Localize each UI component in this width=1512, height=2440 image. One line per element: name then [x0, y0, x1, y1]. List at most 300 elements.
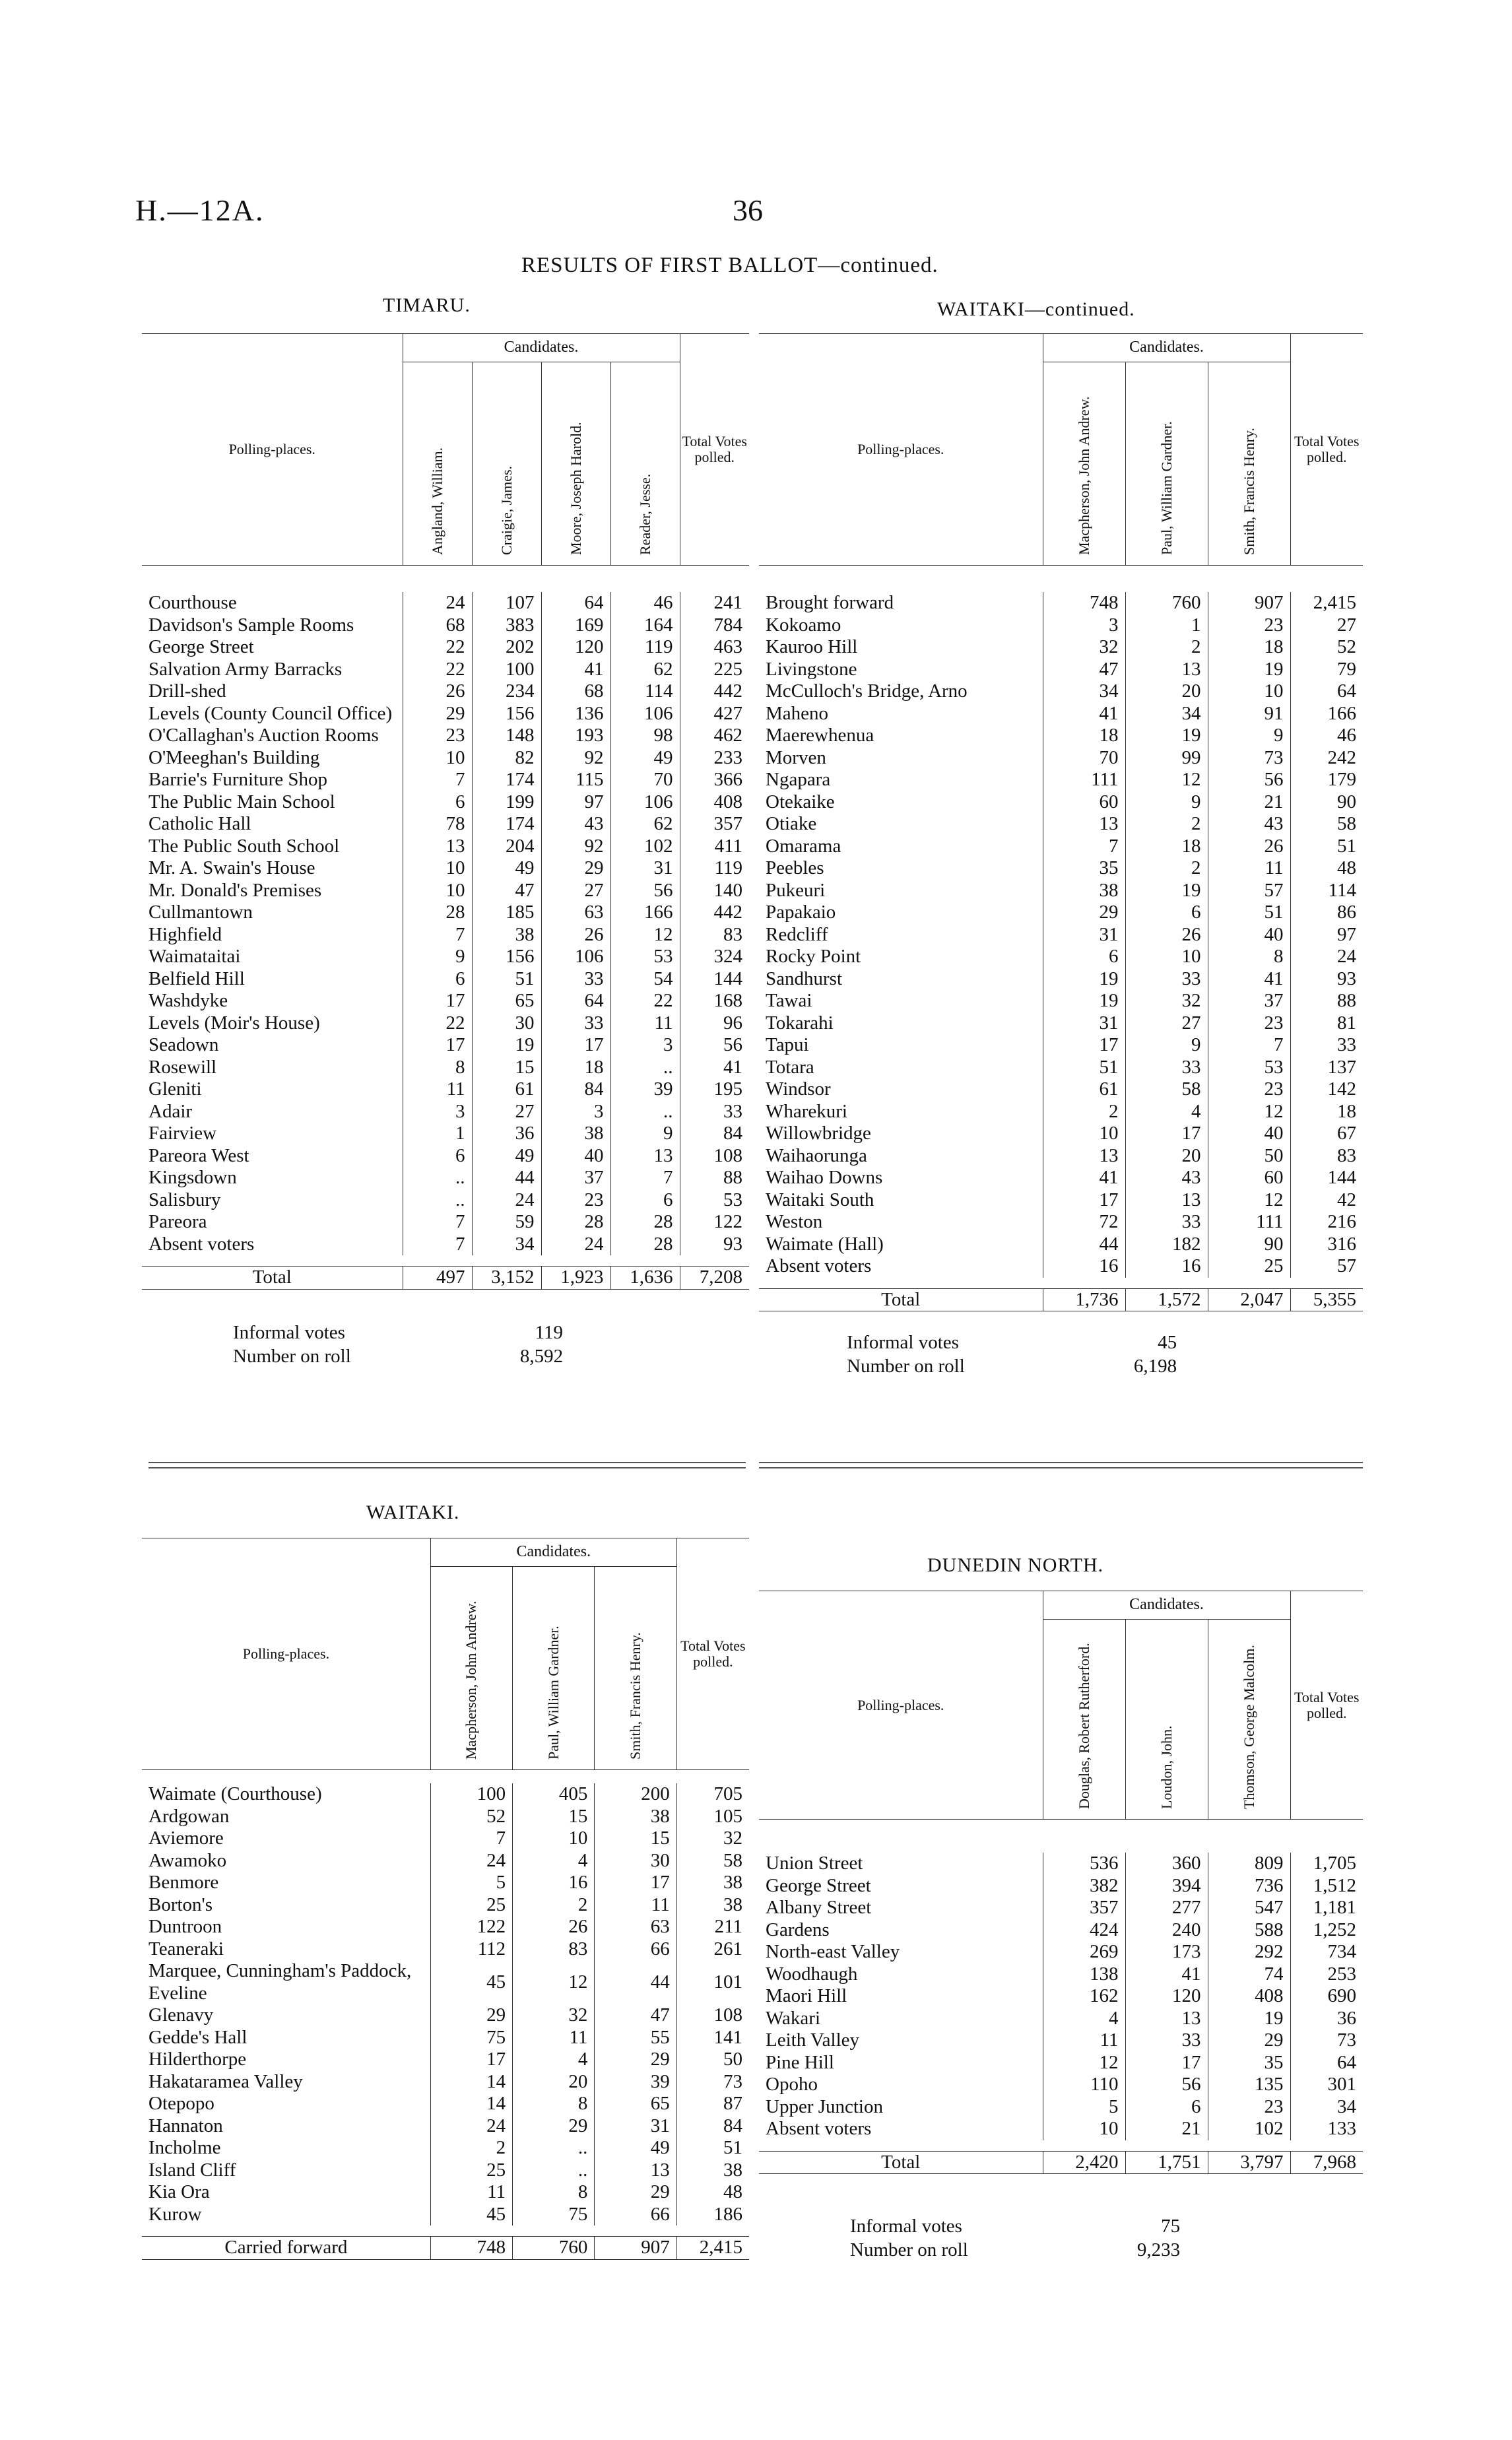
vote-count: 40 [1208, 1123, 1290, 1145]
vote-count: 13 [403, 836, 472, 858]
vote-count: 8 [513, 2181, 595, 2204]
polling-place: Woodhaugh [766, 1963, 858, 1985]
vote-count: 5 [430, 1872, 512, 1894]
vote-count: 49 [610, 747, 680, 770]
total-votes: 144 [1290, 1167, 1363, 1189]
table-row [142, 1034, 749, 1057]
vote-count: 14 [430, 2071, 512, 2094]
vote-count: 111 [1208, 1211, 1290, 1234]
vote-count: .. [513, 2160, 595, 2182]
vote-count: 8 [403, 1057, 472, 1079]
total-votes: 33 [680, 1101, 749, 1123]
candidates-header: Candidates. [430, 1538, 676, 1567]
polling-place: Waihaorunga [766, 1144, 867, 1166]
table-row [142, 880, 749, 902]
total-votes: 41 [680, 1057, 749, 1079]
candidate-name-text: Douglas, Robert Rutherford. [1075, 1643, 1092, 1809]
polling-place: Leith Valley [766, 2029, 860, 2051]
total-votes: 33 [1290, 1034, 1363, 1057]
vote-count: .. [403, 1189, 472, 1212]
total-votes: 108 [676, 2004, 749, 2027]
vote-count: 15 [595, 1828, 676, 1850]
page-title: RESULTS OF FIRST BALLOT—continued. [521, 253, 938, 277]
total-label: Total [759, 2151, 1043, 2174]
timaru-table [142, 333, 749, 1290]
total-votes: 64 [1290, 2052, 1363, 2074]
vote-count: 3 [403, 1101, 472, 1123]
polling-place: Absent voters [766, 1255, 872, 1276]
vote-count: .. [403, 1167, 472, 1189]
polling-place: Maerewhenua [766, 725, 874, 746]
polling-place: Opoho [766, 2074, 818, 2095]
total-votes: 784 [680, 614, 749, 637]
vote-count: 7 [403, 924, 472, 946]
polling-place: Gedde's Hall [148, 2026, 247, 2048]
vote-count: 9 [1125, 1034, 1208, 1057]
vote-count: 11 [430, 2181, 512, 2204]
vote-count: 24 [541, 1234, 610, 1256]
total-votes: 233 [680, 747, 749, 770]
table-row [759, 902, 1363, 924]
table-row [142, 1101, 749, 1123]
polling-place: Borton's [148, 1894, 213, 1915]
vote-count: 234 [472, 680, 541, 703]
section-divider [759, 1467, 1363, 1468]
vote-count: 45 [430, 1960, 512, 2004]
vote-count: 19 [1125, 880, 1208, 902]
vote-count: 20 [1125, 680, 1208, 703]
polling-place: Weston [766, 1211, 823, 1232]
vote-count: 7 [403, 769, 472, 791]
vote-count: 17 [1125, 2052, 1208, 2074]
polling-place: Maori Hill [766, 1985, 847, 2006]
table-row [142, 1078, 749, 1101]
vote-count: 394 [1125, 1875, 1208, 1897]
polling-place: Pareora West [148, 1144, 249, 1166]
total-votes: 324 [680, 946, 749, 968]
vote-count: 202 [472, 636, 541, 659]
vote-count: 19 [1208, 2008, 1290, 2030]
vote-count: 63 [595, 1916, 676, 1938]
vote-count: 29 [595, 2181, 676, 2204]
vote-count: 33 [541, 968, 610, 991]
candidate-name [513, 1567, 595, 1770]
table-row [142, 2160, 749, 2182]
polling-place: Gleniti [148, 1078, 202, 1100]
vote-count: 736 [1208, 1875, 1290, 1897]
vote-count: 66 [595, 1938, 676, 1961]
total-votes: 734 [1290, 1941, 1363, 1963]
vote-count: 10 [1125, 946, 1208, 968]
vote-count: 31 [595, 2115, 676, 2138]
vote-count: 32 [1125, 990, 1208, 1012]
vote-count: 73 [1208, 747, 1290, 770]
table-row [759, 836, 1363, 858]
polling-place: O'Callaghan's Auction Rooms [148, 725, 379, 746]
vote-count: 10 [513, 1828, 595, 1850]
total-votes: 166 [1290, 703, 1363, 725]
table-row [759, 2074, 1363, 2096]
table-row [142, 2204, 749, 2226]
total-votes: 108 [680, 1145, 749, 1168]
number-on-roll-label: Number on roll [850, 2239, 968, 2260]
candidate-name-text: Macpherson, John Andrew. [1075, 396, 1092, 555]
grand-total: 5,355 [1290, 1288, 1363, 1311]
vote-count: 75 [513, 2204, 595, 2226]
total-votes: 186 [676, 2204, 749, 2226]
waitaki-title: WAITAKI. [366, 1501, 460, 1523]
table-row [142, 1211, 749, 1234]
polling-place: Barrie's Furniture Shop [148, 769, 328, 790]
polling-place: Kurow [148, 2203, 202, 2225]
table-row [759, 725, 1363, 747]
table-row [142, 2071, 749, 2094]
total-label: Total [759, 1288, 1043, 1311]
vote-count: 148 [472, 725, 541, 747]
vote-count: 18 [541, 1057, 610, 1079]
vote-count: 16 [513, 1872, 595, 1894]
total-votes: 301 [1290, 2074, 1363, 2096]
total-votes: 442 [680, 902, 749, 924]
vote-count: 51 [1208, 902, 1290, 924]
total-votes: 53 [680, 1189, 749, 1212]
table-row [759, 659, 1363, 681]
table-row [142, 725, 749, 747]
vote-count: 3 [1043, 614, 1125, 637]
vote-count: 6 [1125, 902, 1208, 924]
vote-count: 2 [1043, 1101, 1125, 1123]
total-votes: 411 [680, 836, 749, 858]
vote-count: 760 [1125, 592, 1208, 614]
vote-count: 3 [541, 1101, 610, 1123]
vote-count: 29 [595, 2049, 676, 2071]
polling-place: Tokarahi [766, 1012, 834, 1034]
vote-count: 269 [1043, 1941, 1125, 1963]
polling-place: Washdyke [148, 990, 228, 1011]
vote-count: 138 [1043, 1963, 1125, 1986]
total-votes: 58 [676, 1850, 749, 1872]
polling-place: Belfield Hill [148, 968, 245, 989]
total-votes: 195 [680, 1078, 749, 1101]
vote-count: 59 [472, 1211, 541, 1234]
table-row [142, 636, 749, 659]
vote-count: .. [513, 2137, 595, 2160]
vote-count: 4 [513, 1850, 595, 1872]
vote-count: 23 [403, 725, 472, 747]
table-row [759, 1255, 1363, 1278]
vote-count: 6 [403, 791, 472, 814]
polling-place: Hilderthorpe [148, 2049, 247, 2070]
total-vote-count: 1,751 [1125, 2151, 1208, 2174]
polling-place: Pine Hill [766, 2051, 834, 2073]
polling-place: Adair [148, 1100, 193, 1122]
polling-places-header: Polling-places. [142, 1538, 430, 1770]
total-votes-header: Total Votes polled. [1290, 1591, 1363, 1820]
table-row [142, 1189, 749, 1212]
table-row [759, 769, 1363, 791]
vote-count: 41 [1208, 968, 1290, 991]
vote-count: 32 [513, 2004, 595, 2027]
total-votes: 88 [680, 1167, 749, 1189]
total-votes: 38 [676, 1894, 749, 1917]
vote-count: 17 [1125, 1123, 1208, 1145]
total-row [759, 1288, 1363, 1311]
vote-count: 185 [472, 902, 541, 924]
candidate-name [1125, 362, 1208, 566]
vote-count: 75 [430, 2027, 512, 2049]
vote-count: 7 [1043, 836, 1125, 858]
polling-place: Kingsdown [148, 1167, 237, 1188]
vote-count: 41 [1125, 1963, 1208, 1986]
waitaki-panel [142, 1538, 756, 2260]
table-row [759, 946, 1363, 968]
informal-votes-value: 45 [1158, 1332, 1177, 1353]
vote-count: 8 [513, 2093, 595, 2115]
table-row [759, 2029, 1363, 2052]
vote-count: 16 [1043, 1255, 1125, 1278]
total-votes: 463 [680, 636, 749, 659]
table-row [142, 924, 749, 946]
total-votes-header: Total Votes polled. [680, 334, 749, 566]
vote-count: 4 [1125, 1101, 1208, 1123]
vote-count: 24 [403, 592, 472, 614]
vote-count: 11 [1043, 2029, 1125, 2052]
total-votes: 93 [1290, 968, 1363, 991]
candidate-name-text: Angland, William. [428, 447, 445, 555]
vote-count: 17 [1043, 1034, 1125, 1057]
vote-count: 36 [472, 1123, 541, 1145]
vote-count: 46 [610, 592, 680, 614]
polling-place: Hakataramea Valley [148, 2070, 303, 2092]
vote-count: 56 [1125, 2074, 1208, 2096]
vote-count: 11 [1208, 857, 1290, 880]
vote-count: 204 [472, 836, 541, 858]
table-row [759, 1234, 1363, 1256]
polling-place: Tapui [766, 1034, 809, 1055]
total-votes: 83 [680, 924, 749, 946]
vote-count: 32 [1043, 636, 1125, 659]
section-divider [148, 1467, 746, 1468]
table-row [759, 813, 1363, 836]
document-ref: H.—12A. [135, 193, 265, 227]
total-votes: 122 [680, 1211, 749, 1234]
vote-count: 809 [1208, 1853, 1290, 1875]
vote-count: 49 [595, 2137, 676, 2160]
vote-count: 12 [610, 924, 680, 946]
polling-place: The Public Main School [148, 791, 335, 812]
vote-count: 17 [595, 1872, 676, 1894]
table-row [142, 1012, 749, 1035]
polling-place: Upper Junction [766, 2095, 883, 2117]
vote-count: 22 [403, 659, 472, 681]
vote-count: 748 [1043, 592, 1125, 614]
vote-count: 10 [1208, 680, 1290, 703]
vote-count: 52 [430, 1806, 512, 1828]
candidate-name [541, 362, 610, 566]
total-votes: 48 [1290, 857, 1363, 880]
total-votes: 1,181 [1290, 1897, 1363, 1919]
vote-count: 34 [1125, 703, 1208, 725]
vote-count: 38 [595, 1806, 676, 1828]
timaru-panel [142, 333, 756, 1369]
polling-place: Waimate (Courthouse) [148, 1783, 322, 1804]
vote-count: 26 [403, 680, 472, 703]
table-row [142, 769, 749, 791]
total-vote-count: 1,572 [1125, 1288, 1208, 1311]
polling-place: Cullmantown [148, 902, 253, 923]
number-on-roll-label: Number on roll [847, 1356, 965, 1377]
candidate-name-text: Moore, Joseph Harold. [567, 422, 584, 555]
vote-count: 13 [1125, 1189, 1208, 1212]
vote-count: 23 [1208, 1078, 1290, 1101]
total-vote-count: 497 [403, 1267, 472, 1290]
informal-votes-label: Informal votes [847, 1332, 959, 1353]
vote-count: 169 [541, 614, 610, 637]
vote-count: 40 [541, 1145, 610, 1168]
total-vote-count: 3,797 [1208, 2151, 1290, 2174]
waitaki-cont-panel [759, 333, 1366, 1379]
total-votes: 46 [1290, 725, 1363, 747]
total-votes: 32 [676, 1828, 749, 1850]
polling-place: Rocky Point [766, 946, 861, 967]
vote-count: 17 [541, 1034, 610, 1057]
polling-place: Absent voters [766, 2118, 872, 2139]
vote-count: 39 [610, 1078, 680, 1101]
table-row [759, 1057, 1363, 1079]
polling-place: Highfield [148, 923, 222, 945]
polling-place: Redcliff [766, 923, 828, 945]
total-votes: 67 [1290, 1123, 1363, 1145]
table-row [142, 659, 749, 681]
section-divider [759, 1462, 1363, 1463]
polling-place: Kauroo Hill [766, 636, 858, 657]
vote-count: 49 [472, 1145, 541, 1168]
vote-count: 29 [1043, 902, 1125, 924]
table-row [142, 2115, 749, 2138]
total-votes: 1,705 [1290, 1853, 1363, 1875]
vote-count: 45 [430, 2204, 512, 2226]
vote-count: 31 [610, 857, 680, 880]
vote-count: 43 [1125, 1167, 1208, 1189]
table-row [142, 1850, 749, 1872]
vote-count: 199 [472, 791, 541, 814]
grand-total: 2,415 [676, 2237, 749, 2260]
vote-count: 19 [1125, 725, 1208, 747]
vote-count: 11 [610, 1012, 680, 1035]
vote-count: 19 [1043, 990, 1125, 1012]
table-row [759, 1123, 1363, 1145]
vote-count: 92 [541, 836, 610, 858]
vote-count: 27 [541, 880, 610, 902]
vote-count: 64 [541, 592, 610, 614]
polling-place: Awamoko [148, 1849, 227, 1871]
waitaki-cont-title: WAITAKI—continued. [937, 298, 1135, 320]
polling-place: George Street [766, 1874, 871, 1896]
vote-count: 166 [610, 902, 680, 924]
vote-count: 4 [513, 2049, 595, 2071]
polling-place: Otekaike [766, 791, 835, 812]
vote-count: 97 [541, 791, 610, 814]
table-row [759, 680, 1363, 703]
polling-place: Benmore [148, 1872, 219, 1893]
table-row [759, 636, 1363, 659]
candidate-name-text: Paul, William Gardner. [544, 1625, 562, 1760]
polling-place: Sandhurst [766, 968, 842, 989]
vote-count: 2 [1125, 636, 1208, 659]
total-votes: 1,252 [1290, 1919, 1363, 1942]
total-votes: 34 [1290, 2096, 1363, 2119]
total-vote-count: 3,152 [472, 1267, 541, 1290]
vote-count: 65 [595, 2093, 676, 2115]
polling-place: Kia Ora [148, 2181, 210, 2202]
polling-place: Waihao Downs [766, 1167, 883, 1188]
total-votes: 64 [1290, 680, 1363, 703]
table-row [142, 968, 749, 991]
informal-votes-label: Informal votes [850, 2216, 962, 2237]
vote-count: 9 [1208, 725, 1290, 747]
vote-count: 47 [472, 880, 541, 902]
polling-place: Gardens [766, 1919, 830, 1940]
total-votes: 87 [676, 2093, 749, 2115]
vote-count: 102 [610, 836, 680, 858]
total-votes: 357 [680, 813, 749, 836]
polling-place: Levels (County Council Office) [148, 702, 393, 724]
table-row [142, 1123, 749, 1145]
polling-place: Ardgowan [148, 1805, 230, 1827]
polling-place: Marquee, Cunningham's Paddock, Eveline [148, 1960, 412, 2004]
vote-count: 10 [1043, 2118, 1125, 2140]
grand-total: 7,968 [1290, 2151, 1363, 2174]
vote-count: 74 [1208, 1963, 1290, 1986]
vote-count: 40 [1208, 924, 1290, 946]
polling-place: Wakari [766, 2007, 821, 2029]
vote-count: 19 [1043, 968, 1125, 991]
table-row [759, 2008, 1363, 2030]
table-row [142, 1234, 749, 1256]
table-row [759, 1853, 1363, 1875]
vote-count: 100 [472, 659, 541, 681]
number-on-roll-label: Number on roll [233, 1345, 351, 1367]
vote-count: 424 [1043, 1919, 1125, 1942]
vote-count: 68 [403, 614, 472, 637]
vote-count: 106 [610, 791, 680, 814]
table-row [142, 902, 749, 924]
vote-count: 8 [1208, 946, 1290, 968]
total-votes: 56 [680, 1034, 749, 1057]
polling-places-header: Polling-places. [142, 334, 403, 566]
polling-place: The Public South School [148, 835, 340, 857]
vote-count: 536 [1043, 1853, 1125, 1875]
vote-count: 174 [472, 769, 541, 791]
number-on-roll-value: 6,198 [1133, 1356, 1177, 1377]
vote-count: 43 [541, 813, 610, 836]
candidate-name-text: Macpherson, John Andrew. [463, 1600, 480, 1760]
vote-count: 43 [1208, 813, 1290, 836]
total-votes: 2,415 [1290, 592, 1363, 614]
vote-count: 200 [595, 1783, 676, 1806]
total-vote-count: 907 [595, 2237, 676, 2260]
vote-count: 23 [1208, 614, 1290, 637]
vote-count: 35 [1208, 2052, 1290, 2074]
vote-count: 9 [403, 946, 472, 968]
vote-count: 20 [1125, 1145, 1208, 1168]
polling-place: Incholme [148, 2137, 221, 2158]
polling-place: Kokoamo [766, 614, 841, 636]
vote-count: 11 [595, 1894, 676, 1917]
polling-place: Tawai [766, 990, 812, 1011]
candidate-name [1043, 362, 1125, 566]
polling-place: Albany Street [766, 1897, 872, 1918]
